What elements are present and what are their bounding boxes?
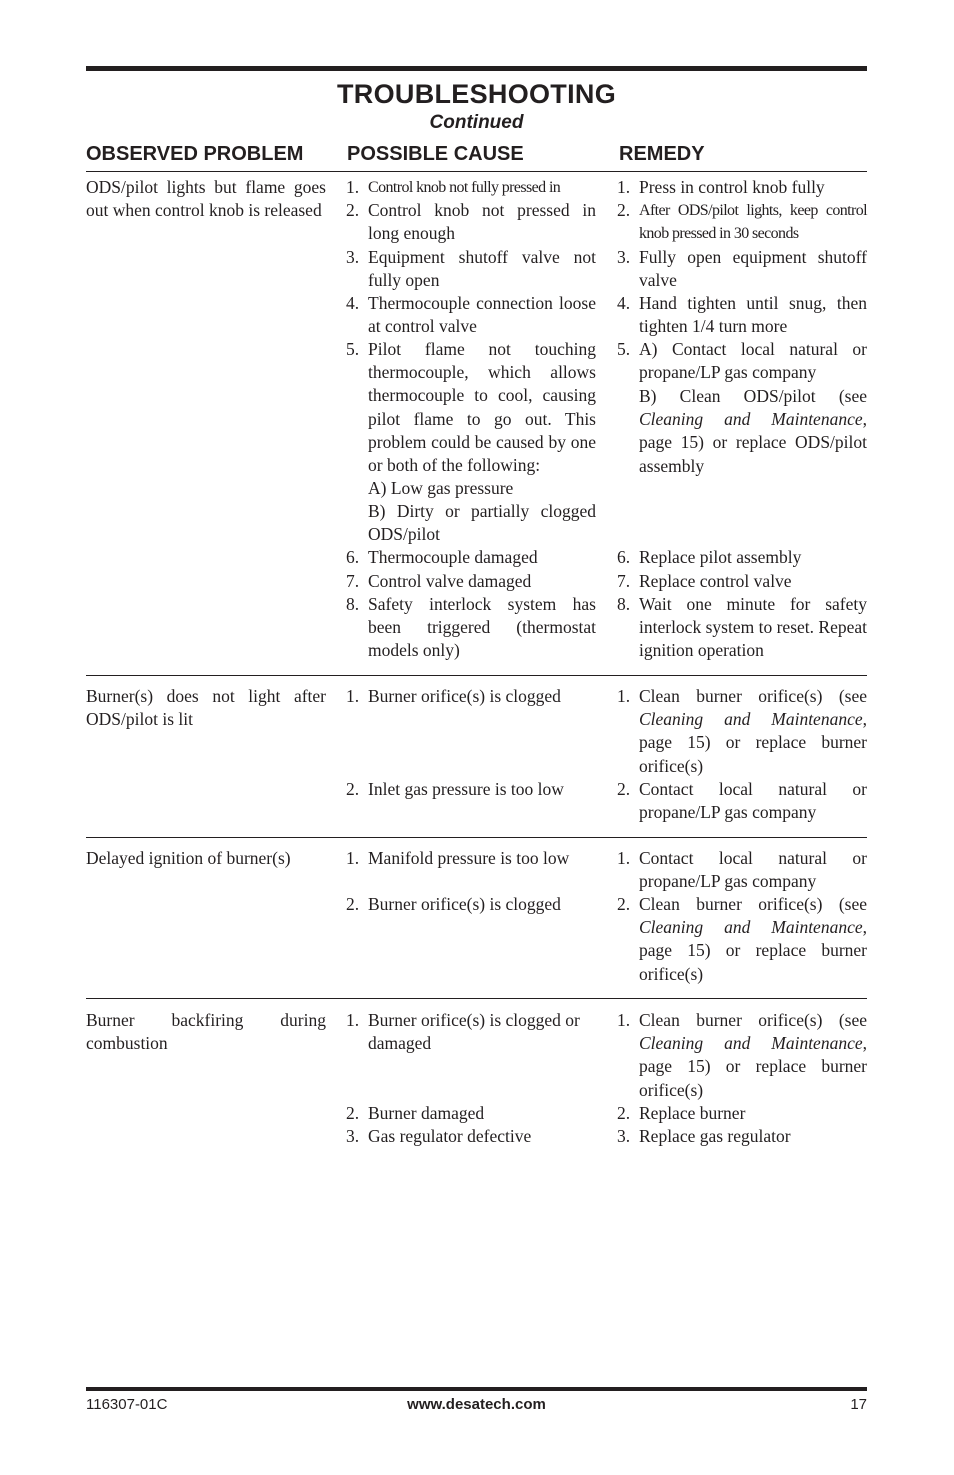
remedy-text: After ODS/pilot lights, keep control knob pressed in 30 seconds [639,202,867,243]
column-header-remedy: REMEDY [619,143,705,165]
problem-text: Delayed ignition of burner(s) [86,848,291,868]
top-rule [86,66,867,71]
column-header-problem: OBSERVED PROBLEM [86,143,304,165]
cause-text: B) Dirty or partially clogged ODS/pilot [368,501,596,545]
cause-text: Thermocouple connection loose at control valve [368,293,596,337]
cause-text: Burner orifice(s) is clogged [368,894,561,914]
cause-text: Thermocouple damaged [368,547,538,567]
remedy-text: Fully open equipment shutoff valve [639,247,867,291]
remedy-text: Wait one minute for safety interlock system to reset. Repeat ignition operation [639,594,867,661]
cause-text: Inlet gas pressure is too low [368,779,564,799]
page-title: TROUBLESHOOTING [337,79,616,109]
cause-text: Control knob not fully pressed in [368,179,561,196]
remedy-text: Replace burner [639,1103,746,1123]
row-divider [86,837,867,838]
remedy-text: Clean burner orifice(s) (see Cleaning and Maintenance, page 15) or replace burner orifice(s) [639,894,867,984]
remedy-text: A) Contact local natural or propane/LP gas company [639,339,867,383]
remedy-text: Contact local natural or propane/LP gas company [639,779,867,823]
cause-text: Burner orifice(s) is clogged [368,686,561,706]
cause-text: Equipment shutoff valve not fully open [368,247,596,291]
row-divider [86,675,867,676]
remedy-text: Replace pilot assembly [639,547,802,567]
remedy-text: Replace gas regulator [639,1126,791,1146]
cause-text: Pilot flame not touching thermocouple, which allows thermocouple to cool, causing pilot flame to go out. This problem could be caused by one or both of the following: [368,339,596,476]
header-rule [86,171,867,172]
footer-rule [86,1387,867,1391]
document-number: 116307-01C [86,1396,168,1413]
remedy-text: Hand tighten until snug, then tighten 1/4 turn more [639,293,867,337]
cause-text: Safety interlock system has been triggered (thermostat models only) [368,594,596,661]
cause-text: Burner damaged [368,1103,485,1123]
remedy-text: B) Clean ODS/pilot (see Cleaning and Maintenance, page 15) or replace ODS/pilot assembly [639,386,867,476]
website-link[interactable]: www.desatech.com [407,1396,546,1413]
row-divider [86,998,867,999]
remedy-text: Press in control knob fully [639,177,825,197]
cause-text: A) Low gas pressure [368,478,514,498]
problem-text: ODS/pilot lights but flame goes out when control knob is released [86,177,326,221]
column-header-cause: POSSIBLE CAUSE [347,143,524,165]
cause-text: Burner orifice(s) is clogged or damaged [368,1010,580,1054]
page-number: 17 [850,1396,867,1413]
cause-text: Control knob not pressed in long enough [368,200,596,244]
cause-text: Manifold pressure is too low [368,848,570,868]
remedy-text: Contact local natural or propane/LP gas company [639,848,867,892]
remedy-text: Clean burner orifice(s) (see Cleaning and Maintenance, page 15) or replace burner orifice(s) [639,1010,867,1100]
remedy-text: Replace control valve [639,571,792,591]
page-subtitle: Continued [429,112,524,133]
remedy-text: Clean burner orifice(s) (see Cleaning and Maintenance, page 15) or replace burner orifice(s) [639,686,867,776]
cause-text: Control valve damaged [368,571,532,591]
problem-text: Burner backfiring during combustion [86,1010,326,1054]
cause-text: Gas regulator defective [368,1126,532,1146]
problem-text: Burner(s) does not light after ODS/pilot is lit [86,686,326,730]
